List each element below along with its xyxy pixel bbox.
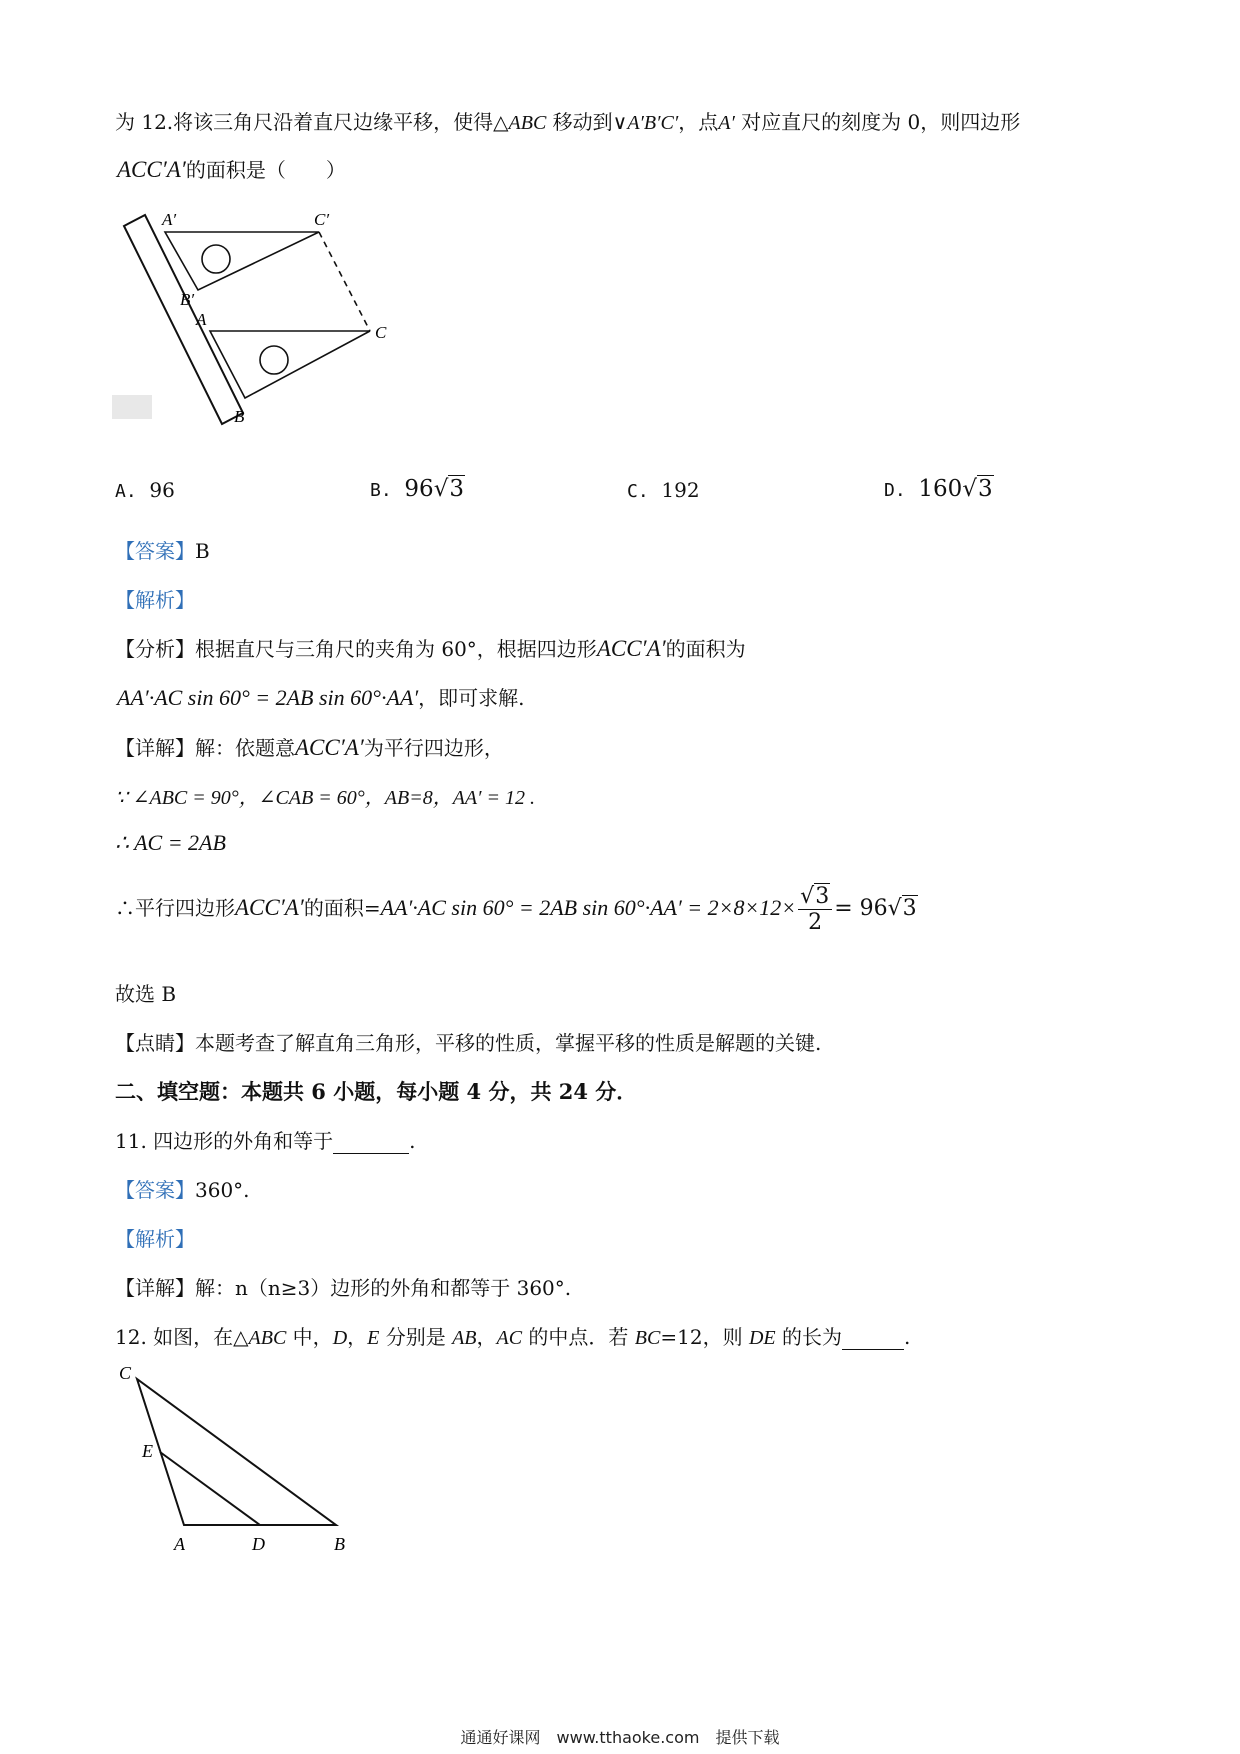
q10-detail: 【详解】解：依题意ACC′A′为平行四边形， [115,735,504,760]
q11-detail: 【详解】解：n（n≥3）边形的外角和都等于 360°. [115,1276,572,1300]
q10-stem-line1: 为 12.将该三角尺沿着直尺边缘平移，使得△ABC 移动到∨A′B′C′，点A′ 对应直尺的刻度为 0，则四边形 [115,110,1021,134]
q10-therefore-2: ∴平行四边形ACC′A′的面积=AA′·AC sin 60° = 2AB sin 60°·AA′ = 2×8×12× $\frac{√3}{2}$ = 96√3 [115,884,917,935]
q12-blank [842,1325,904,1350]
option-c[interactable]: C. 192 [627,478,700,502]
label-a: A [196,310,207,329]
hole-circle-upper [202,245,230,273]
ruler-shape [124,215,243,424]
q11-analysis-tag: 【解析】 [115,1227,195,1251]
label-c: C [375,323,387,342]
q10-stem-line2: ACC′A′的面积是（ ） [117,157,346,182]
hole-circle-lower [260,346,288,374]
option-a[interactable]: A. 96 [115,478,175,502]
q11-stem: 11. 四边形的外角和等于 . [115,1129,416,1153]
triangle-abc-q12 [137,1379,336,1525]
q10-conclusion: 故选 B [115,982,177,1006]
label-b1: B′ [180,290,195,309]
q10-answer: 【答案】B [115,539,210,563]
q12-label-b: B [334,1534,345,1554]
q10-dianjing: 【点睛】本题考查了解直角三角形，平移的性质，掌握平移的性质是解题的关键. [115,1031,822,1055]
label-b: B [234,407,245,426]
triangle-a1b1c1 [165,232,319,290]
q10-therefore-1: ∴ AC = 2AB [115,830,226,855]
triangle-abc [210,331,370,398]
q12-figure [110,1360,370,1560]
fraction-sqrt3-over-2: $\frac{√3}{2}$ [798,884,832,935]
q12-label-d: D [252,1534,265,1554]
q12-label-e: E [142,1441,153,1461]
q10-because-line: ∵ ∠ABC = 90°，∠CAB = 60°，AB=8，AA′ = 12 . [115,787,536,809]
q10-fenxi: 【分析】根据直尺与三角尺的夹角为 60°，根据四边形ACC′A′的面积为 [115,636,746,661]
label-c1: C′ [314,210,330,229]
q10-figure [110,205,410,450]
page-footer: 通通好课网 www.tthaoke.com 提供下载 [460,1728,780,1747]
q10-fenxi-formula: AA′·AC sin 60° = 2AB sin 60°·AA′，即可求解. [117,685,525,710]
segment-de [160,1452,260,1525]
option-b[interactable]: B. 96√3 [370,476,464,502]
q12-stem: 12. 如图，在△ABC 中，D，E 分别是 AB，AC 的中点．若 BC=12，则 DE 的长为 . [115,1325,911,1349]
q12-label-c: C [119,1363,132,1383]
q11-answer: 【答案】360°. [115,1178,250,1202]
q12-label-a: A [174,1534,185,1554]
label-a1: A′ [162,210,177,229]
q11-blank [333,1129,409,1154]
section2-title: 二、填空题：本题共 6 小题，每小题 4 分，共 24 分． [115,1079,638,1104]
option-d[interactable]: D. 160√3 [884,476,993,502]
q10-analysis-tag: 【解析】 [115,588,195,612]
dashed-cc1 [319,232,370,331]
watermark-smudge [112,395,152,419]
